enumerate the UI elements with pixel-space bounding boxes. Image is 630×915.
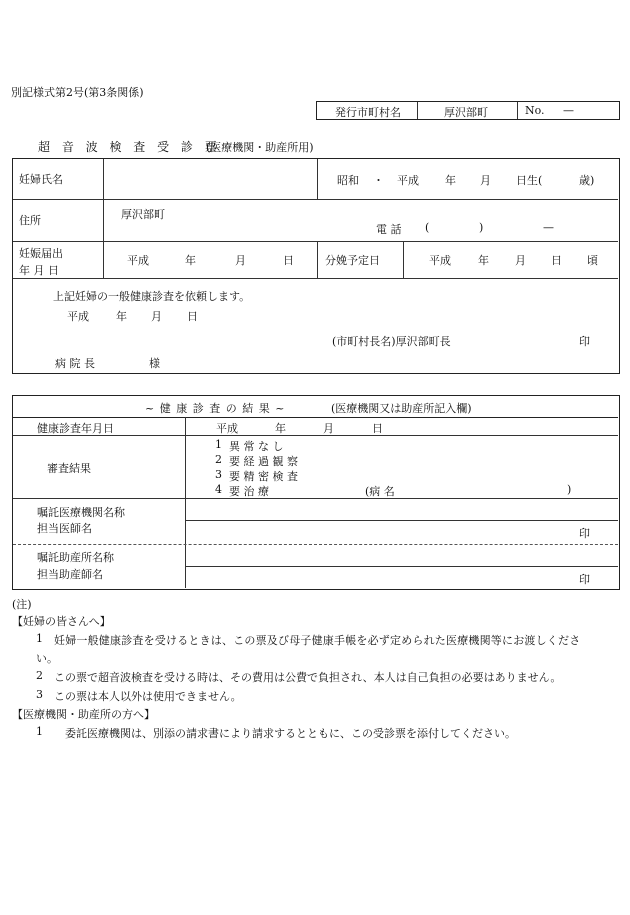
issuer-no-label: No. <box>525 104 545 117</box>
issuer-no-value: — <box>563 104 574 117</box>
request-text: 上記妊婦の一般健康診査を依頼します。 <box>53 290 251 303</box>
review-label: 審査結果 <box>47 462 91 475</box>
birth-heisei: 平成 <box>397 174 419 187</box>
birth-date-label: 日生( <box>516 174 543 187</box>
note-item-4: 委託医療機関は、別添の請求書により請求するとともに、この受診票を添付してください。 <box>65 727 516 740</box>
notes-section-medical: 【医療機関・助産所の方へ】 <box>12 708 155 721</box>
issuer-name: 厚沢部町 <box>444 106 488 119</box>
note-item-3: この票は本人以外は使用できません。 <box>54 690 242 703</box>
note-item-1: 妊婦一般健康診査を受けるときは、この票及び母子健康手帳を必ず定められた医療機関等にお渡しくださ <box>54 634 581 647</box>
pregnancy-report-label: 妊娠届出 <box>19 247 63 260</box>
results-title: ~ 健 康 診 査 の 結 果 ~ <box>145 402 286 415</box>
phone-dash: — <box>543 221 554 234</box>
form-title: 超 音 波 検 査 受 診 票 <box>38 140 221 154</box>
issuer-label: 発行市町村名 <box>335 106 401 119</box>
midwife-label: 担当助産師名 <box>37 568 103 581</box>
form-title-sub: (医療機関・助産所用) <box>206 141 314 154</box>
results-form: ~ 健 康 診 査 の 結 果 ~ (医療機関又は助産所記入欄) 健康診査年月日 平成 年 月 日 審査結果 1 異 常 な し 2 要 経 過 観 察 3 要 精 密 検 査 4 要 治 療 (病 名 ) 嘱託医療機関名称 担当医師名 印 嘱託助産所名称 担当助産師名 印 <box>12 395 620 590</box>
address-value: 厚沢部町 <box>121 208 165 221</box>
exam-date-label: 健康診査年月日 <box>37 422 114 435</box>
report-era: 平成 <box>127 254 149 267</box>
doctor-seal: 印 <box>579 527 590 540</box>
birth-showa: 昭和 <box>337 174 359 187</box>
result-option-3: 要 精 密 検 査 <box>229 470 298 483</box>
mayor-seal: 印 <box>579 335 590 348</box>
midwifery-name-label: 嘱託助産所名称 <box>37 551 114 564</box>
hospital-director: 病 院 長 <box>55 357 95 370</box>
hospital-name-label: 嘱託医療機関名称 <box>37 506 125 519</box>
results-title-note: (医療機関又は助産所記入欄) <box>331 402 472 415</box>
due-suffix: 頃 <box>587 254 598 267</box>
notes-head: (注) <box>12 598 32 611</box>
disease-name-label: (病 名 <box>365 485 395 498</box>
phone-label: 電 話 <box>376 223 402 236</box>
mayor-name: (市町村長名)厚沢部町長 <box>332 335 451 348</box>
patient-form: 妊婦氏名 昭和 ・ 平成 年 月 日生( 歳) 住所 厚沢部町 電 話 ( ) — 妊娠届出 年 月 日 平成 年 月 日 分娩予定日 平成 年 月 日 頃 上記妊婦の一般健康診査を依頼します。 平成 年 月 日 (市町村長名)厚沢部町長 印 病 院 長 様 <box>12 158 620 374</box>
address-label: 住所 <box>19 214 41 227</box>
notes-section-pregnant: 【妊婦の皆さんへ】 <box>12 615 111 628</box>
form-number: 別記様式第2号(第3条関係) <box>11 86 144 99</box>
due-date-label: 分娩予定日 <box>325 254 380 267</box>
result-option-1: 異 常 な し <box>229 440 284 453</box>
note-item-2: この票で超音波検査を受ける時は、その費用は公費で負担され、本人は自己負担の必要はありません。 <box>54 671 562 684</box>
doctor-label: 担当医師名 <box>37 522 92 535</box>
patient-name-label: 妊婦氏名 <box>19 173 63 186</box>
midwife-seal: 印 <box>579 573 590 586</box>
due-era: 平成 <box>429 254 451 267</box>
age-label: 歳) <box>579 174 595 187</box>
result-option-2: 要 経 過 観 察 <box>229 455 298 468</box>
issuer-box <box>316 101 620 120</box>
result-option-4: 要 治 療 <box>229 485 269 498</box>
